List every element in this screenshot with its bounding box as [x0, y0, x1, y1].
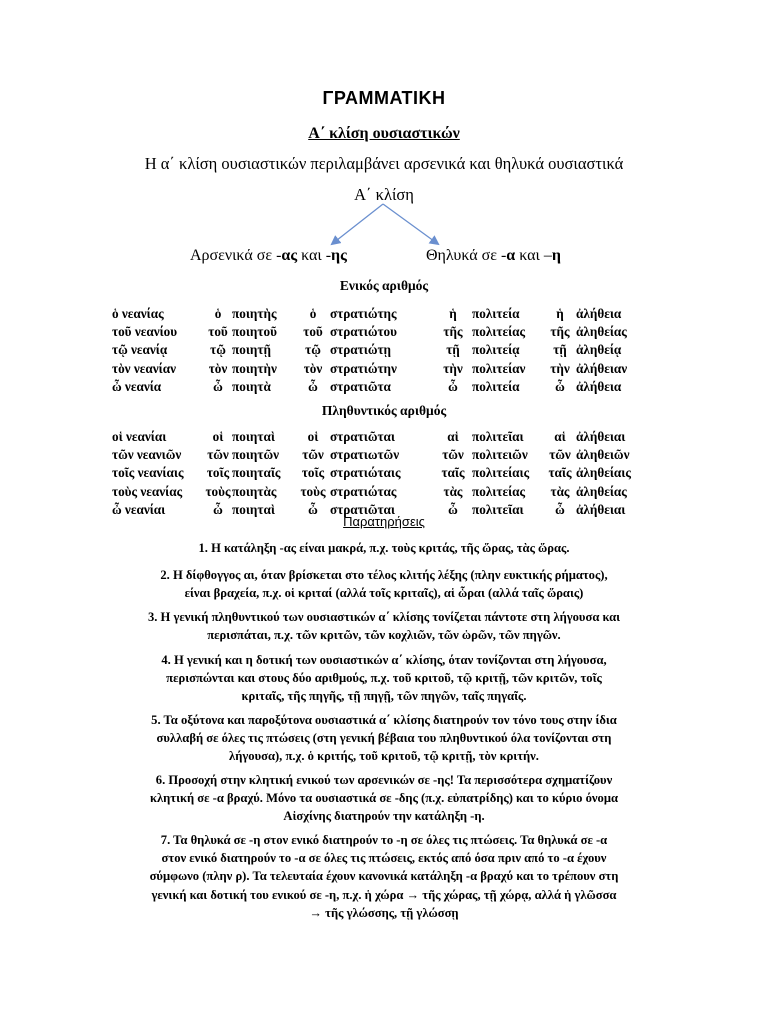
singular-cell: στρατιώτης — [330, 306, 397, 322]
plural-cell: ἀληθείαις — [576, 465, 631, 481]
branch-feminine — [426, 247, 561, 265]
singular-cell: στρατιώτῃ — [330, 342, 392, 358]
plural-table — [112, 428, 652, 519]
singular-cell: ὦ — [213, 378, 223, 394]
plural-cell: τῶν — [442, 447, 464, 463]
singular-table — [112, 305, 652, 396]
singular-cell: ὁ — [309, 306, 317, 322]
masculine-prefix: Αρσενικά σε - — [190, 247, 282, 264]
plural-cell: ὦ — [448, 501, 458, 517]
plural-cell: αἱ — [447, 429, 459, 445]
plural-cell: ἀληθειῶν — [576, 447, 630, 463]
singular-cell: τὸν νεανίαν — [112, 360, 176, 376]
remark-line: κριταῖς, τῆς πηγῆς, τῇ πηγῇ, τῶν πηγῶν, ταῖς πηγαῖς. — [241, 689, 527, 704]
plural-cell: ποιητῶν — [232, 447, 280, 463]
singular-row — [112, 378, 652, 396]
remark-6 — [100, 771, 668, 826]
arrow-right — [383, 204, 438, 244]
remark-line: περισπώνται και στους δύο αριθμούς, π.χ. τοῦ κριτοῦ, τῷ κριτῇ, τῶν κριτῶν, τοῖς — [166, 671, 602, 686]
plural-cell: πολιτείας — [472, 483, 526, 499]
plural-cell: ποιηταὶ — [232, 501, 275, 517]
singular-row — [112, 323, 652, 341]
feminine-middle: και – — [515, 247, 552, 264]
singular-cell: τῷ — [210, 342, 226, 358]
remark-line: 6. Προσοχή στην κλητική ενικού των αρσενικών σε -ης! Τα περισσότερα σχηματίζουν — [155, 773, 613, 787]
singular-cell: ἀληθείας — [576, 324, 627, 340]
branch-arrows — [0, 0, 768, 260]
plural-cell: οἱ νεανίαι — [112, 429, 167, 445]
plural-cell: ταῖς — [548, 465, 572, 481]
remark-7 — [100, 831, 668, 922]
masculine-middle: και - — [297, 247, 332, 264]
remarks-heading: Παρατηρήσεις — [343, 514, 425, 529]
singular-cell: πολιτείαν — [472, 360, 526, 376]
declension-label: Α΄ κλίση — [354, 185, 414, 204]
singular-cell: ὁ νεανίας — [112, 306, 164, 322]
singular-cell: τῇ — [446, 342, 460, 358]
plural-cell: τοὺς — [300, 483, 326, 499]
singular-cell: τὸν — [303, 360, 323, 376]
singular-cell: ποιητὰ — [232, 378, 271, 394]
plural-cell: ἀλήθειαι — [576, 429, 626, 445]
remark-line: 7. Τα θηλυκά σε -η στον ενικό διατηρούν το -η σε όλες τις πτώσεις. Τα θηλυκά σε -α — [160, 833, 608, 847]
remark-line: γενική και δοτική του ενικού σε -η, π.χ. ἡ χώρα → τῆς χώρας, τῇ χώρᾳ, αλλά ἡ γλῶσσα — [151, 887, 617, 902]
singular-cell: ἡ — [556, 306, 564, 322]
singular-cell: ποιητὴς — [232, 306, 277, 322]
remark-line: 2. Η δίφθογγος αι, όταν βρίσκεται στο τέλος κλιτής λέξης (πλην ευκτικής ρήματος), — [160, 568, 608, 582]
plural-cell: στρατιώταις — [330, 465, 401, 481]
remark-2 — [100, 566, 668, 602]
plural-cell: τὰς — [443, 483, 463, 499]
singular-cell: τὸν — [208, 360, 228, 376]
remark-line: → τῆς γλώσσης, τῇ γλώσσῃ — [309, 905, 459, 920]
singular-cell: τὴν — [443, 360, 463, 376]
singular-row — [112, 360, 652, 378]
page-title: ΓΡΑΜΜΑΤΙΚΗ — [322, 88, 446, 108]
remark-line: Αἰσχίνης διατηρούν την κατάληξη -η. — [283, 809, 485, 824]
remark-line: 5. Τα οξύτονα και παροξύτονα ουσιαστικά α΄ κλίσης διατηρούν τον τόνο τους στην ίδια — [151, 713, 617, 727]
section-subtitle: Α΄ κλίση ουσιαστικών — [308, 125, 460, 142]
singular-cell: πολιτεία — [472, 378, 520, 394]
singular-cell: ὁ — [214, 306, 222, 322]
plural-cell: ποιηταῖς — [232, 465, 281, 481]
singular-heading: Ενικός αριθμός — [339, 278, 429, 293]
singular-cell: ὦ — [555, 378, 565, 394]
plural-cell: ποιητὰς — [232, 483, 277, 499]
plural-cell: στρατιῶται — [330, 501, 396, 517]
singular-row — [112, 305, 652, 323]
feminine-ending-1: α — [506, 247, 516, 264]
singular-cell: ἡ — [449, 306, 457, 322]
plural-cell: τοὺς — [205, 483, 231, 499]
remark-line: 1. Η κατάληξη -ας είναι μακρά, π.χ. τοὺς κριτάς, τῆς ὥρας, τὰς ὥρας. — [198, 541, 570, 555]
plural-heading: Πληθυντικός αριθμός — [321, 403, 447, 418]
branch-masculine — [190, 247, 347, 265]
feminine-prefix: Θηλυκά σε - — [426, 247, 507, 264]
plural-row — [112, 483, 652, 501]
singular-cell: πολιτείας — [472, 324, 526, 340]
singular-cell: πολιτείᾳ — [472, 342, 520, 358]
plural-cell: στρατιώτας — [330, 483, 397, 499]
plural-cell: ἀλήθειαι — [576, 501, 626, 517]
plural-row — [112, 428, 652, 446]
singular-cell: ὦ — [308, 378, 318, 394]
singular-cell: ἀλήθειαν — [576, 360, 628, 376]
plural-cell: ὦ νεανίαι — [112, 501, 166, 517]
plural-cell: τοῖς — [301, 465, 325, 481]
singular-row — [112, 341, 652, 359]
plural-cell: πολιτείαις — [472, 465, 530, 481]
feminine-ending-2: η — [551, 247, 561, 264]
singular-cell: τῆς — [443, 324, 463, 340]
plural-cell: στρατιῶται — [330, 429, 396, 445]
plural-cell: τῶν νεανιῶν — [112, 447, 182, 463]
singular-cell: ἀλήθεια — [576, 378, 622, 394]
plural-cell: τοῖς — [206, 465, 230, 481]
plural-cell: ἀληθείας — [576, 483, 627, 499]
remark-line: στον ενικό διατηρούν το -α σε όλες τις πτώσεις, εκτός από όσα πριν από το -α έχουν — [161, 851, 607, 866]
plural-cell: ποιηταὶ — [232, 429, 275, 445]
masculine-ending-2: ης — [331, 247, 347, 264]
remark-3 — [100, 608, 668, 644]
singular-cell: πολιτεία — [472, 306, 520, 322]
plural-cell: αἱ — [554, 429, 566, 445]
singular-cell: ὦ — [448, 378, 458, 394]
plural-cell: τῶν — [302, 447, 324, 463]
plural-cell: τοὺς νεανίας — [112, 483, 183, 499]
plural-cell: στρατιωτῶν — [330, 447, 400, 463]
remark-line: κλητική σε -α βραχύ. Μόνο τα ουσιαστικά σε -δης (π.χ. εὐπατρίδης) και το κύριο όνομα — [149, 791, 619, 806]
remark-line: περισπάται, π.χ. τῶν κριτῶν, τῶν κοχλιῶν, τῶν ὡρῶν, τῶν πηγῶν. — [207, 628, 561, 643]
remark-5 — [100, 711, 668, 766]
plural-row — [112, 464, 652, 482]
singular-cell: στρατιώτου — [330, 324, 397, 340]
plural-cell: τῶν — [549, 447, 571, 463]
arrow-left — [332, 204, 383, 244]
plural-cell: ὦ — [555, 501, 565, 517]
singular-cell: ὦ νεανία — [112, 378, 162, 394]
masculine-ending-1: ας — [281, 247, 298, 264]
singular-cell: ποιητῇ — [232, 342, 271, 358]
plural-cell: πολιτειῶν — [472, 447, 528, 463]
singular-cell: τοῦ — [303, 324, 323, 340]
plural-cell: ὦ — [308, 501, 318, 517]
remark-4 — [100, 651, 668, 706]
plural-cell: οἱ — [212, 429, 224, 445]
singular-cell: τὴν — [550, 360, 570, 376]
singular-cell: τῷ — [305, 342, 321, 358]
singular-cell: τῷ νεανίᾳ — [112, 342, 168, 358]
remark-line: συλλαβή σε όλες τις πτώσεις (στη γενική βέβαια του πληθυντικού όλα τονίζονται στη — [156, 731, 612, 746]
remark-1 — [100, 539, 668, 557]
remark-line: λήγουσα), π.χ. ὁ κριτής, τοῦ κριτοῦ, τῷ κριτῇ, τὸν κριτήν. — [229, 749, 539, 764]
plural-cell: ὦ — [213, 501, 223, 517]
singular-cell: ἀληθείᾳ — [576, 342, 622, 358]
plural-cell: πολιτεῖαι — [472, 429, 524, 445]
singular-cell: τοῦ νεανίου — [112, 324, 178, 340]
singular-cell: τοῦ — [208, 324, 228, 340]
plural-cell: τῶν — [207, 447, 229, 463]
remark-line: σύμφωνο (πλην ρ). Τα τελευταία έχουν κανονικά κατάληξη -α βραχύ και το τρέπουν στη — [149, 869, 619, 884]
singular-cell: στρατιώτην — [330, 360, 397, 376]
plural-cell: ταῖς — [441, 465, 465, 481]
plural-cell: πολιτεῖαι — [472, 501, 524, 517]
singular-cell: ἀλήθεια — [576, 306, 622, 322]
plural-cell: οἱ — [307, 429, 319, 445]
singular-cell: τῆς — [550, 324, 570, 340]
plural-cell: τοῖς νεανίαις — [112, 465, 184, 481]
singular-cell: ποιητοῦ — [232, 324, 277, 340]
plural-row — [112, 446, 652, 464]
singular-cell: στρατιῶτα — [330, 378, 391, 394]
remark-line: είναι βραχεία, π.χ. οἱ κριταί (αλλά τοῖς κριταῖς), αἱ ὧραι (αλλά ταῖς ὥραις) — [184, 586, 584, 601]
singular-cell: ποιητὴν — [232, 360, 277, 376]
plural-cell: τὰς — [550, 483, 570, 499]
singular-cell: τῇ — [553, 342, 567, 358]
intro-sentence: Η α΄ κλίση ουσιαστικών περιλαμβάνει αρσενικά και θηλυκά ουσιαστικά — [144, 154, 624, 173]
remark-line: 4. Η γενική και η δοτική των ουσιαστικών α΄ κλίσης, όταν τονίζονται στη λήγουσα, — [161, 653, 607, 667]
remark-line: 3. Η γενική πληθυντικού των ουσιαστικών α΄ κλίσης τονίζεται πάντοτε στη λήγουσα και — [147, 610, 621, 624]
